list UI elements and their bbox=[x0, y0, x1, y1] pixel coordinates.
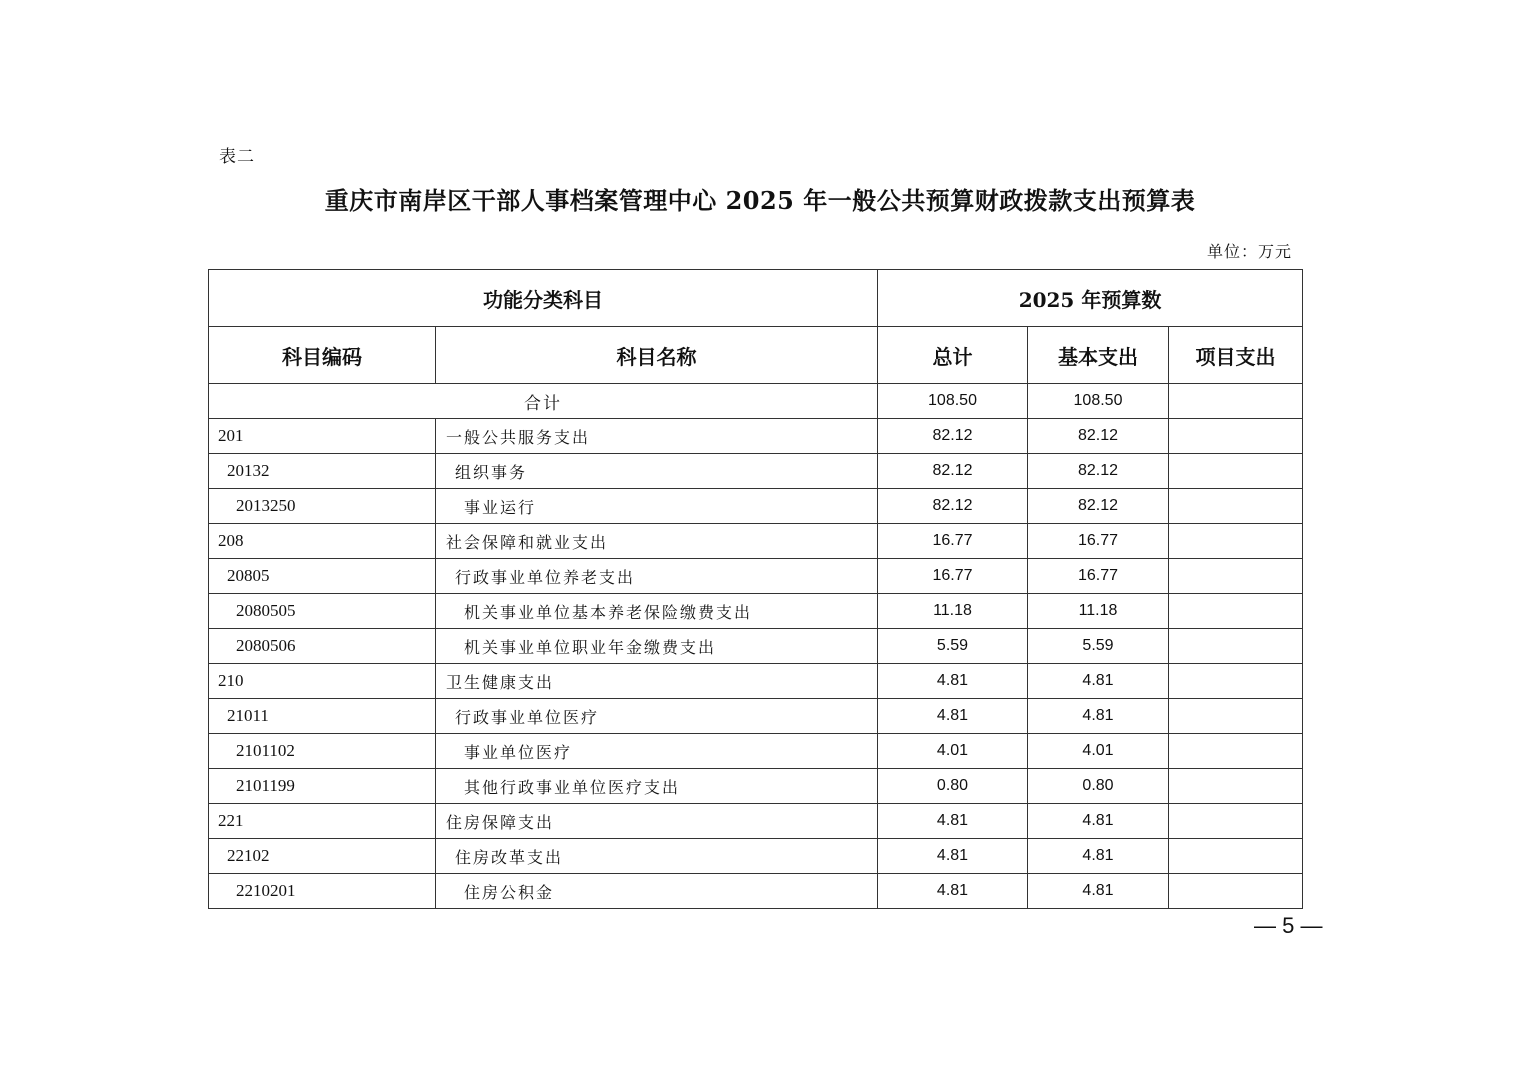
row-name: 机关事业单位职业年金缴费支出 bbox=[436, 629, 878, 664]
row-name: 事业单位医疗 bbox=[436, 734, 878, 769]
row-name: 住房公积金 bbox=[436, 874, 878, 909]
table-row bbox=[209, 699, 1303, 734]
row-project bbox=[1169, 874, 1303, 909]
row-project bbox=[1169, 769, 1303, 804]
row-code: 2013250 bbox=[209, 489, 436, 524]
table-row bbox=[209, 489, 1303, 524]
row-total: 0.80 bbox=[878, 769, 1028, 804]
row-code: 20132 bbox=[209, 454, 436, 489]
row-total: 4.81 bbox=[878, 804, 1028, 839]
row-total: 4.81 bbox=[878, 699, 1028, 734]
row-total: 16.77 bbox=[878, 559, 1028, 594]
table-row bbox=[209, 664, 1303, 699]
row-basic: 4.81 bbox=[1028, 874, 1169, 909]
header-project: 项目支出 bbox=[1169, 327, 1303, 384]
table-row bbox=[209, 524, 1303, 559]
row-basic: 82.12 bbox=[1028, 419, 1169, 454]
total-total: 108.50 bbox=[878, 384, 1028, 419]
row-total: 82.12 bbox=[878, 454, 1028, 489]
row-basic: 16.77 bbox=[1028, 524, 1169, 559]
row-code: 201 bbox=[209, 419, 436, 454]
unit-label: 单位：万元 bbox=[1206, 242, 1292, 261]
row-basic: 0.80 bbox=[1028, 769, 1169, 804]
header-total: 总计 bbox=[878, 327, 1028, 384]
table-row bbox=[209, 874, 1303, 909]
row-project bbox=[1169, 559, 1303, 594]
row-name: 其他行政事业单位医疗支出 bbox=[436, 769, 878, 804]
row-project bbox=[1169, 734, 1303, 769]
row-project bbox=[1169, 524, 1303, 559]
table-row bbox=[209, 559, 1303, 594]
row-code: 208 bbox=[209, 524, 436, 559]
table-row bbox=[209, 769, 1303, 804]
row-name: 住房保障支出 bbox=[436, 804, 878, 839]
page-number: — 5 — bbox=[1254, 913, 1323, 938]
row-total: 4.01 bbox=[878, 734, 1028, 769]
row-code: 2210201 bbox=[209, 874, 436, 909]
row-code: 22102 bbox=[209, 839, 436, 874]
row-name: 一般公共服务支出 bbox=[436, 419, 878, 454]
row-total: 82.12 bbox=[878, 489, 1028, 524]
row-code: 20805 bbox=[209, 559, 436, 594]
row-basic: 4.81 bbox=[1028, 839, 1169, 874]
row-name: 组织事务 bbox=[436, 454, 878, 489]
row-name: 住房改革支出 bbox=[436, 839, 878, 874]
row-name: 卫生健康支出 bbox=[436, 664, 878, 699]
total-basic: 108.50 bbox=[1028, 384, 1169, 419]
row-code: 221 bbox=[209, 804, 436, 839]
row-project bbox=[1169, 594, 1303, 629]
total-project bbox=[1169, 384, 1303, 419]
total-label: 合计 bbox=[209, 384, 878, 419]
row-basic: 4.01 bbox=[1028, 734, 1169, 769]
row-code: 2101199 bbox=[209, 769, 436, 804]
header-code: 科目编码 bbox=[209, 327, 436, 384]
row-code: 2080506 bbox=[209, 629, 436, 664]
header-name: 科目名称 bbox=[436, 327, 878, 384]
table-row bbox=[209, 804, 1303, 839]
table-row bbox=[209, 419, 1303, 454]
table-row bbox=[209, 839, 1303, 874]
table-label: 表二 bbox=[219, 147, 255, 167]
row-total: 4.81 bbox=[878, 874, 1028, 909]
row-project bbox=[1169, 839, 1303, 874]
row-code: 2080505 bbox=[209, 594, 436, 629]
row-basic: 5.59 bbox=[1028, 629, 1169, 664]
row-total: 82.12 bbox=[878, 419, 1028, 454]
row-total: 5.59 bbox=[878, 629, 1028, 664]
row-basic: 16.77 bbox=[1028, 559, 1169, 594]
row-code: 210 bbox=[209, 664, 436, 699]
header-basic: 基本支出 bbox=[1028, 327, 1169, 384]
table-row bbox=[209, 734, 1303, 769]
row-project bbox=[1169, 629, 1303, 664]
row-name: 行政事业单位养老支出 bbox=[436, 559, 878, 594]
row-basic: 11.18 bbox=[1028, 594, 1169, 629]
row-code: 2101102 bbox=[209, 734, 436, 769]
row-name: 机关事业单位基本养老保险缴费支出 bbox=[436, 594, 878, 629]
budget-table bbox=[208, 269, 1303, 909]
row-total: 4.81 bbox=[878, 664, 1028, 699]
header-functional-category: 功能分类科目 bbox=[209, 270, 878, 327]
row-basic: 82.12 bbox=[1028, 454, 1169, 489]
row-name: 事业运行 bbox=[436, 489, 878, 524]
row-project bbox=[1169, 804, 1303, 839]
row-project bbox=[1169, 699, 1303, 734]
row-basic: 82.12 bbox=[1028, 489, 1169, 524]
row-code: 21011 bbox=[209, 699, 436, 734]
row-project bbox=[1169, 664, 1303, 699]
table-row bbox=[209, 454, 1303, 489]
row-name: 行政事业单位医疗 bbox=[436, 699, 878, 734]
row-project bbox=[1169, 489, 1303, 524]
table-row bbox=[209, 629, 1303, 664]
row-name: 社会保障和就业支出 bbox=[436, 524, 878, 559]
row-project bbox=[1169, 454, 1303, 489]
row-total: 16.77 bbox=[878, 524, 1028, 559]
document-title: 重庆市南岸区干部人事档案管理中心 2025 年一般公共预算财政拨款支出预算表 bbox=[324, 186, 1196, 215]
header-budget-year: 2025 年预算数 bbox=[878, 270, 1303, 327]
row-total: 4.81 bbox=[878, 839, 1028, 874]
row-project bbox=[1169, 419, 1303, 454]
total-row bbox=[209, 384, 1303, 419]
table-row bbox=[209, 594, 1303, 629]
row-total: 11.18 bbox=[878, 594, 1028, 629]
row-basic: 4.81 bbox=[1028, 664, 1169, 699]
row-basic: 4.81 bbox=[1028, 804, 1169, 839]
row-basic: 4.81 bbox=[1028, 699, 1169, 734]
